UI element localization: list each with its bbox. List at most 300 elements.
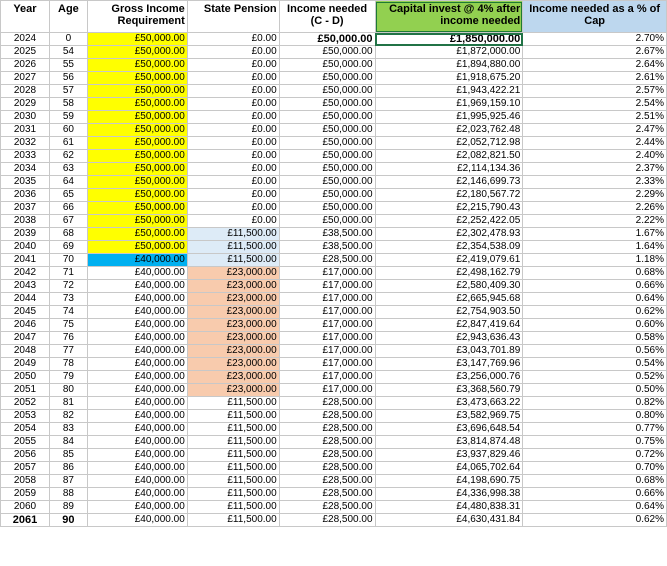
cell-capital-invest[interactable]: £2,354,538.09 — [375, 241, 523, 254]
table-row — [1, 306, 667, 319]
cell-year[interactable]: 2033 — [1, 150, 50, 163]
table-row — [1, 241, 667, 254]
cell-income-pct[interactable]: 0.62% — [523, 306, 667, 319]
cell-age[interactable]: 85 — [49, 449, 87, 462]
cell-age[interactable]: 66 — [49, 202, 87, 215]
table-row — [1, 384, 667, 397]
cell-age[interactable]: 64 — [49, 176, 87, 189]
table-row — [1, 293, 667, 306]
cell-age[interactable]: 58 — [49, 98, 87, 111]
cell-income-pct[interactable]: 2.40% — [523, 150, 667, 163]
cell-year[interactable]: 2050 — [1, 371, 50, 384]
cell-income-pct[interactable]: 0.68% — [523, 475, 667, 488]
cell-state-pension[interactable]: £23,000.00 — [187, 371, 279, 384]
cell-capital-invest[interactable]: £2,754,903.50 — [375, 306, 523, 319]
cell-income-needed[interactable]: £17,000.00 — [279, 358, 375, 371]
cell-income-pct[interactable]: 2.67% — [523, 46, 667, 59]
header-income-needed[interactable]: Income needed (C - D) — [279, 1, 375, 33]
cell-capital-invest[interactable]: £1,918,675.20 — [375, 72, 523, 85]
cell-year[interactable]: 2028 — [1, 85, 50, 98]
cell-state-pension[interactable]: £23,000.00 — [187, 358, 279, 371]
cell-state-pension[interactable]: £0.00 — [187, 59, 279, 72]
cell-capital-invest[interactable]: £2,180,567.72 — [375, 189, 523, 202]
cell-state-pension[interactable]: £11,500.00 — [187, 462, 279, 475]
cell-capital-invest[interactable]: £1,850,000.00 — [375, 33, 523, 46]
cell-gross-income[interactable]: £50,000.00 — [87, 163, 187, 176]
cell-capital-invest[interactable]: £3,937,829.46 — [375, 449, 523, 462]
cell-income-pct[interactable]: 2.61% — [523, 72, 667, 85]
cell-age[interactable]: 56 — [49, 72, 87, 85]
cell-capital-invest[interactable]: £2,114,134.36 — [375, 163, 523, 176]
table-row — [1, 410, 667, 423]
cell-income-pct[interactable]: 2.26% — [523, 202, 667, 215]
cell-state-pension[interactable]: £23,000.00 — [187, 306, 279, 319]
cell-age[interactable]: 87 — [49, 475, 87, 488]
cell-gross-income[interactable]: £40,000.00 — [87, 280, 187, 293]
cell-state-pension[interactable]: £11,500.00 — [187, 423, 279, 436]
cell-income-needed[interactable]: £50,000.00 — [279, 59, 375, 72]
table-row — [1, 228, 667, 241]
cell-income-pct[interactable]: 0.64% — [523, 501, 667, 514]
cell-income-needed[interactable]: £17,000.00 — [279, 267, 375, 280]
cell-income-needed[interactable]: £28,500.00 — [279, 410, 375, 423]
cell-income-needed[interactable]: £50,000.00 — [279, 137, 375, 150]
cell-gross-income[interactable]: £50,000.00 — [87, 202, 187, 215]
cell-gross-income[interactable]: £50,000.00 — [87, 111, 187, 124]
cell-capital-invest[interactable]: £2,082,821.50 — [375, 150, 523, 163]
cell-income-pct[interactable]: 2.57% — [523, 85, 667, 98]
cell-age[interactable]: 65 — [49, 189, 87, 202]
cell-capital-invest[interactable]: £1,943,422.21 — [375, 85, 523, 98]
cell-age[interactable]: 86 — [49, 462, 87, 475]
cell-income-needed[interactable]: £50,000.00 — [279, 46, 375, 59]
cell-gross-income[interactable]: £50,000.00 — [87, 33, 187, 46]
cell-age[interactable]: 57 — [49, 85, 87, 98]
cell-state-pension[interactable]: £23,000.00 — [187, 332, 279, 345]
cell-year[interactable]: 2057 — [1, 462, 50, 475]
cell-age[interactable]: 88 — [49, 488, 87, 501]
cell-gross-income[interactable]: £40,000.00 — [87, 319, 187, 332]
cell-state-pension[interactable]: £0.00 — [187, 85, 279, 98]
cell-age[interactable]: 79 — [49, 371, 87, 384]
cell-year[interactable]: 2029 — [1, 98, 50, 111]
cell-gross-income[interactable]: £40,000.00 — [87, 423, 187, 436]
cell-year[interactable]: 2054 — [1, 423, 50, 436]
cell-state-pension[interactable]: £11,500.00 — [187, 397, 279, 410]
cell-state-pension[interactable]: £11,500.00 — [187, 449, 279, 462]
cell-gross-income[interactable]: £40,000.00 — [87, 358, 187, 371]
cell-gross-income[interactable]: £50,000.00 — [87, 241, 187, 254]
cell-income-needed[interactable]: £28,500.00 — [279, 488, 375, 501]
cell-income-pct[interactable]: 0.66% — [523, 280, 667, 293]
cell-income-pct[interactable]: 0.80% — [523, 410, 667, 423]
cell-year[interactable]: 2047 — [1, 332, 50, 345]
cell-state-pension[interactable]: £23,000.00 — [187, 319, 279, 332]
cell-age[interactable]: 60 — [49, 124, 87, 137]
cell-gross-income[interactable]: £50,000.00 — [87, 85, 187, 98]
cell-state-pension[interactable]: £0.00 — [187, 111, 279, 124]
cell-gross-income[interactable]: £40,000.00 — [87, 345, 187, 358]
cell-income-pct[interactable]: 2.47% — [523, 124, 667, 137]
cell-state-pension[interactable]: £11,500.00 — [187, 228, 279, 241]
header-state-pension[interactable]: State Pension — [187, 1, 279, 33]
cell-age[interactable]: 72 — [49, 280, 87, 293]
cell-capital-invest[interactable]: £4,336,998.38 — [375, 488, 523, 501]
cell-age[interactable]: 82 — [49, 410, 87, 423]
cell-income-pct[interactable]: 2.64% — [523, 59, 667, 72]
cell-state-pension[interactable]: £0.00 — [187, 98, 279, 111]
cell-income-pct[interactable]: 2.33% — [523, 176, 667, 189]
table-row — [1, 72, 667, 85]
cell-gross-income[interactable]: £40,000.00 — [87, 462, 187, 475]
cell-capital-invest[interactable]: £4,480,838.31 — [375, 501, 523, 514]
table-row — [1, 332, 667, 345]
cell-year[interactable]: 2038 — [1, 215, 50, 228]
cell-income-needed[interactable]: £50,000.00 — [279, 85, 375, 98]
cell-income-pct[interactable]: 0.70% — [523, 462, 667, 475]
cell-income-needed[interactable]: £50,000.00 — [279, 98, 375, 111]
cell-gross-income[interactable]: £40,000.00 — [87, 514, 187, 527]
header-row — [1, 1, 667, 33]
cell-state-pension[interactable]: £23,000.00 — [187, 267, 279, 280]
cell-income-needed[interactable]: £50,000.00 — [279, 72, 375, 85]
cell-year[interactable]: 2049 — [1, 358, 50, 371]
cell-income-needed[interactable]: £28,500.00 — [279, 397, 375, 410]
cell-income-needed[interactable]: £50,000.00 — [279, 124, 375, 137]
cell-gross-income[interactable]: £40,000.00 — [87, 371, 187, 384]
cell-year[interactable]: 2041 — [1, 254, 50, 267]
cell-gross-income[interactable]: £40,000.00 — [87, 384, 187, 397]
header-gross-income[interactable]: Gross Income Requirement — [87, 1, 187, 33]
cell-age[interactable]: 90 — [49, 514, 87, 527]
cell-capital-invest[interactable]: £2,215,790.43 — [375, 202, 523, 215]
cell-income-pct[interactable]: 0.82% — [523, 397, 667, 410]
cell-gross-income[interactable]: £50,000.00 — [87, 215, 187, 228]
cell-age[interactable]: 74 — [49, 306, 87, 319]
cell-income-needed[interactable]: £50,000.00 — [279, 163, 375, 176]
cell-gross-income[interactable]: £50,000.00 — [87, 124, 187, 137]
cell-income-pct[interactable]: 0.52% — [523, 371, 667, 384]
cell-age[interactable]: 75 — [49, 319, 87, 332]
cell-capital-invest[interactable]: £1,969,159.10 — [375, 98, 523, 111]
table-row — [1, 267, 667, 280]
cell-income-needed[interactable]: £28,500.00 — [279, 436, 375, 449]
table-row — [1, 397, 667, 410]
cell-state-pension[interactable]: £0.00 — [187, 202, 279, 215]
cell-year[interactable]: 2031 — [1, 124, 50, 137]
cell-income-needed[interactable]: £28,500.00 — [279, 254, 375, 267]
cell-state-pension[interactable]: £23,000.00 — [187, 293, 279, 306]
cell-income-pct[interactable]: 0.75% — [523, 436, 667, 449]
cell-capital-invest[interactable]: £2,580,409.30 — [375, 280, 523, 293]
cell-income-pct[interactable]: 0.77% — [523, 423, 667, 436]
header-capital-invest[interactable]: Capital invest @ 4% after income needed — [375, 1, 523, 33]
cell-gross-income[interactable]: £50,000.00 — [87, 72, 187, 85]
cell-year[interactable]: 2034 — [1, 163, 50, 176]
cell-capital-invest[interactable]: £3,696,648.54 — [375, 423, 523, 436]
cell-income-needed[interactable]: £17,000.00 — [279, 293, 375, 306]
cell-year[interactable]: 2056 — [1, 449, 50, 462]
cell-state-pension[interactable]: £0.00 — [187, 189, 279, 202]
cell-year[interactable]: 2044 — [1, 293, 50, 306]
cell-income-needed[interactable]: £28,500.00 — [279, 449, 375, 462]
table-row — [1, 475, 667, 488]
cell-income-needed[interactable]: £28,500.00 — [279, 423, 375, 436]
cell-state-pension[interactable]: £23,000.00 — [187, 280, 279, 293]
cell-income-pct[interactable]: 1.67% — [523, 228, 667, 241]
cell-age[interactable]: 54 — [49, 46, 87, 59]
cell-age[interactable]: 76 — [49, 332, 87, 345]
cell-age[interactable]: 63 — [49, 163, 87, 176]
cell-income-needed[interactable]: £28,500.00 — [279, 462, 375, 475]
cell-year[interactable]: 2024 — [1, 33, 50, 46]
cell-state-pension[interactable]: £0.00 — [187, 163, 279, 176]
cell-age[interactable]: 89 — [49, 501, 87, 514]
cell-age[interactable]: 68 — [49, 228, 87, 241]
cell-gross-income[interactable]: £50,000.00 — [87, 137, 187, 150]
cell-year[interactable]: 2046 — [1, 319, 50, 332]
cell-year[interactable]: 2039 — [1, 228, 50, 241]
table-row — [1, 514, 667, 527]
cell-gross-income[interactable]: £50,000.00 — [87, 59, 187, 72]
cell-state-pension[interactable]: £23,000.00 — [187, 384, 279, 397]
cell-state-pension[interactable]: £11,500.00 — [187, 501, 279, 514]
cell-gross-income[interactable]: £40,000.00 — [87, 410, 187, 423]
cell-income-needed[interactable]: £17,000.00 — [279, 371, 375, 384]
cell-capital-invest[interactable]: £3,368,560.79 — [375, 384, 523, 397]
cell-income-needed[interactable]: £50,000.00 — [279, 202, 375, 215]
cell-state-pension[interactable]: £11,500.00 — [187, 488, 279, 501]
cell-state-pension[interactable]: £11,500.00 — [187, 241, 279, 254]
cell-age[interactable]: 71 — [49, 267, 87, 280]
table-row — [1, 189, 667, 202]
header-income-pct[interactable]: Income needed as a % of Cap — [523, 1, 667, 33]
cell-state-pension[interactable]: £11,500.00 — [187, 254, 279, 267]
cell-capital-invest[interactable]: £4,065,702.64 — [375, 462, 523, 475]
cell-year[interactable]: 2048 — [1, 345, 50, 358]
cell-income-pct[interactable]: 0.64% — [523, 293, 667, 306]
cell-age[interactable]: 83 — [49, 423, 87, 436]
cell-year[interactable]: 2042 — [1, 267, 50, 280]
cell-income-pct[interactable]: 0.72% — [523, 449, 667, 462]
cell-year[interactable]: 2055 — [1, 436, 50, 449]
cell-income-pct[interactable]: 0.56% — [523, 345, 667, 358]
cell-capital-invest[interactable]: £3,814,874.48 — [375, 436, 523, 449]
cell-year[interactable]: 2036 — [1, 189, 50, 202]
cell-capital-invest[interactable]: £2,943,636.43 — [375, 332, 523, 345]
table-row — [1, 488, 667, 501]
cell-gross-income[interactable]: £40,000.00 — [87, 332, 187, 345]
cell-income-needed[interactable]: £50,000.00 — [279, 150, 375, 163]
cell-income-pct[interactable]: 0.58% — [523, 332, 667, 345]
cell-year[interactable]: 2030 — [1, 111, 50, 124]
table-row — [1, 345, 667, 358]
cell-state-pension[interactable]: £0.00 — [187, 215, 279, 228]
cell-gross-income[interactable]: £50,000.00 — [87, 98, 187, 111]
cell-income-pct[interactable]: 2.22% — [523, 215, 667, 228]
cell-gross-income[interactable]: £40,000.00 — [87, 449, 187, 462]
cell-year[interactable]: 2060 — [1, 501, 50, 514]
cell-gross-income[interactable]: £40,000.00 — [87, 293, 187, 306]
cell-capital-invest[interactable]: £2,146,699.73 — [375, 176, 523, 189]
cell-year[interactable]: 2043 — [1, 280, 50, 293]
cell-capital-invest[interactable]: £3,256,000.76 — [375, 371, 523, 384]
cell-year[interactable]: 2059 — [1, 488, 50, 501]
cell-gross-income[interactable]: £40,000.00 — [87, 397, 187, 410]
cell-gross-income[interactable]: £50,000.00 — [87, 46, 187, 59]
cell-income-needed[interactable]: £38,500.00 — [279, 241, 375, 254]
cell-income-pct[interactable]: 1.64% — [523, 241, 667, 254]
cell-capital-invest[interactable]: £3,582,969.75 — [375, 410, 523, 423]
cell-income-needed[interactable]: £50,000.00 — [279, 215, 375, 228]
cell-age[interactable]: 77 — [49, 345, 87, 358]
header-year[interactable]: Year — [1, 1, 50, 33]
cell-income-needed[interactable]: £50,000.00 — [279, 33, 375, 46]
table-row — [1, 436, 667, 449]
cell-income-pct[interactable]: 2.37% — [523, 163, 667, 176]
cell-age[interactable]: 61 — [49, 137, 87, 150]
cell-capital-invest[interactable]: £2,052,712.98 — [375, 137, 523, 150]
cell-income-pct[interactable]: 2.44% — [523, 137, 667, 150]
cell-capital-invest[interactable]: £2,302,478.93 — [375, 228, 523, 241]
cell-capital-invest[interactable]: £4,630,431.84 — [375, 514, 523, 527]
cell-age[interactable]: 73 — [49, 293, 87, 306]
cell-year[interactable]: 2032 — [1, 137, 50, 150]
cell-income-needed[interactable]: £28,500.00 — [279, 514, 375, 527]
cell-year[interactable]: 2058 — [1, 475, 50, 488]
cell-capital-invest[interactable]: £1,872,000.00 — [375, 46, 523, 59]
cell-age[interactable]: 62 — [49, 150, 87, 163]
cell-income-pct[interactable]: 0.66% — [523, 488, 667, 501]
cell-year[interactable]: 2040 — [1, 241, 50, 254]
cell-income-pct[interactable]: 0.62% — [523, 514, 667, 527]
cell-income-pct[interactable]: 2.70% — [523, 33, 667, 46]
cell-state-pension[interactable]: £23,000.00 — [187, 345, 279, 358]
cell-state-pension[interactable]: £11,500.00 — [187, 410, 279, 423]
cell-gross-income[interactable]: £40,000.00 — [87, 306, 187, 319]
table-row — [1, 280, 667, 293]
table-row — [1, 449, 667, 462]
cell-income-pct[interactable]: 0.60% — [523, 319, 667, 332]
table-row — [1, 215, 667, 228]
table-row — [1, 46, 667, 59]
cell-gross-income[interactable]: £50,000.00 — [87, 150, 187, 163]
cell-age[interactable]: 67 — [49, 215, 87, 228]
cell-gross-income[interactable]: £50,000.00 — [87, 228, 187, 241]
cell-income-pct[interactable]: 0.54% — [523, 358, 667, 371]
cell-year[interactable]: 2045 — [1, 306, 50, 319]
cell-capital-invest[interactable]: £2,498,162.79 — [375, 267, 523, 280]
cell-income-needed[interactable]: £17,000.00 — [279, 332, 375, 345]
cell-gross-income[interactable]: £40,000.00 — [87, 267, 187, 280]
cell-capital-invest[interactable]: £2,419,079.61 — [375, 254, 523, 267]
cell-gross-income[interactable]: £40,000.00 — [87, 254, 187, 267]
table-row — [1, 85, 667, 98]
cell-capital-invest[interactable]: £3,147,769.96 — [375, 358, 523, 371]
cell-age[interactable]: 55 — [49, 59, 87, 72]
table-row — [1, 254, 667, 267]
cell-year[interactable]: 2061 — [1, 514, 50, 527]
cell-gross-income[interactable]: £50,000.00 — [87, 176, 187, 189]
cell-income-pct[interactable]: 2.51% — [523, 111, 667, 124]
cell-state-pension[interactable]: £0.00 — [187, 72, 279, 85]
cell-gross-income[interactable]: £40,000.00 — [87, 436, 187, 449]
cell-capital-invest[interactable]: £2,023,762.48 — [375, 124, 523, 137]
cell-income-needed[interactable]: £28,500.00 — [279, 501, 375, 514]
cell-capital-invest[interactable]: £1,894,880.00 — [375, 59, 523, 72]
cell-gross-income[interactable]: £40,000.00 — [87, 501, 187, 514]
cell-age[interactable]: 69 — [49, 241, 87, 254]
table-row — [1, 124, 667, 137]
cell-state-pension[interactable]: £0.00 — [187, 150, 279, 163]
cell-state-pension[interactable]: £0.00 — [187, 124, 279, 137]
cell-capital-invest[interactable]: £1,995,925.46 — [375, 111, 523, 124]
cell-year[interactable]: 2026 — [1, 59, 50, 72]
cell-year[interactable]: 2037 — [1, 202, 50, 215]
cell-state-pension[interactable]: £0.00 — [187, 33, 279, 46]
cell-income-needed[interactable]: £17,000.00 — [279, 280, 375, 293]
cell-income-needed[interactable]: £50,000.00 — [279, 111, 375, 124]
cell-income-needed[interactable]: £50,000.00 — [279, 189, 375, 202]
cell-state-pension[interactable]: £11,500.00 — [187, 475, 279, 488]
cell-income-pct[interactable]: 2.54% — [523, 98, 667, 111]
cell-state-pension[interactable]: £0.00 — [187, 176, 279, 189]
cell-gross-income[interactable]: £50,000.00 — [87, 189, 187, 202]
cell-capital-invest[interactable]: £3,473,663.22 — [375, 397, 523, 410]
cell-age[interactable]: 70 — [49, 254, 87, 267]
header-age[interactable]: Age — [49, 1, 87, 33]
table-row — [1, 501, 667, 514]
cell-age[interactable]: 59 — [49, 111, 87, 124]
table-row — [1, 371, 667, 384]
cell-age[interactable]: 0 — [49, 33, 87, 46]
cell-income-needed[interactable]: £38,500.00 — [279, 228, 375, 241]
cell-age[interactable]: 81 — [49, 397, 87, 410]
cell-capital-invest[interactable]: £2,847,419.64 — [375, 319, 523, 332]
cell-income-needed[interactable]: £17,000.00 — [279, 345, 375, 358]
cell-capital-invest[interactable]: £4,198,690.75 — [375, 475, 523, 488]
cell-capital-invest[interactable]: £3,043,701.89 — [375, 345, 523, 358]
cell-year[interactable]: 2025 — [1, 46, 50, 59]
cell-income-pct[interactable]: 1.18% — [523, 254, 667, 267]
cell-state-pension[interactable]: £11,500.00 — [187, 514, 279, 527]
cell-year[interactable]: 2027 — [1, 72, 50, 85]
cell-year[interactable]: 2053 — [1, 410, 50, 423]
cell-capital-invest[interactable]: £2,252,422.05 — [375, 215, 523, 228]
cell-age[interactable]: 78 — [49, 358, 87, 371]
cell-income-pct[interactable]: 0.50% — [523, 384, 667, 397]
cell-gross-income[interactable]: £40,000.00 — [87, 488, 187, 501]
cell-age[interactable]: 84 — [49, 436, 87, 449]
cell-age[interactable]: 80 — [49, 384, 87, 397]
cell-income-pct[interactable]: 0.68% — [523, 267, 667, 280]
cell-gross-income[interactable]: £40,000.00 — [87, 475, 187, 488]
cell-state-pension[interactable]: £0.00 — [187, 137, 279, 150]
cell-year[interactable]: 2051 — [1, 384, 50, 397]
cell-income-needed[interactable]: £17,000.00 — [279, 384, 375, 397]
cell-income-needed[interactable]: £28,500.00 — [279, 475, 375, 488]
cell-year[interactable]: 2052 — [1, 397, 50, 410]
cell-income-needed[interactable]: £17,000.00 — [279, 306, 375, 319]
cell-state-pension[interactable]: £0.00 — [187, 46, 279, 59]
cell-year[interactable]: 2035 — [1, 176, 50, 189]
cell-capital-invest[interactable]: £2,665,945.68 — [375, 293, 523, 306]
table-row — [1, 176, 667, 189]
cell-income-pct[interactable]: 2.29% — [523, 189, 667, 202]
cell-income-needed[interactable]: £50,000.00 — [279, 176, 375, 189]
cell-income-needed[interactable]: £17,000.00 — [279, 319, 375, 332]
cell-state-pension[interactable]: £11,500.00 — [187, 436, 279, 449]
